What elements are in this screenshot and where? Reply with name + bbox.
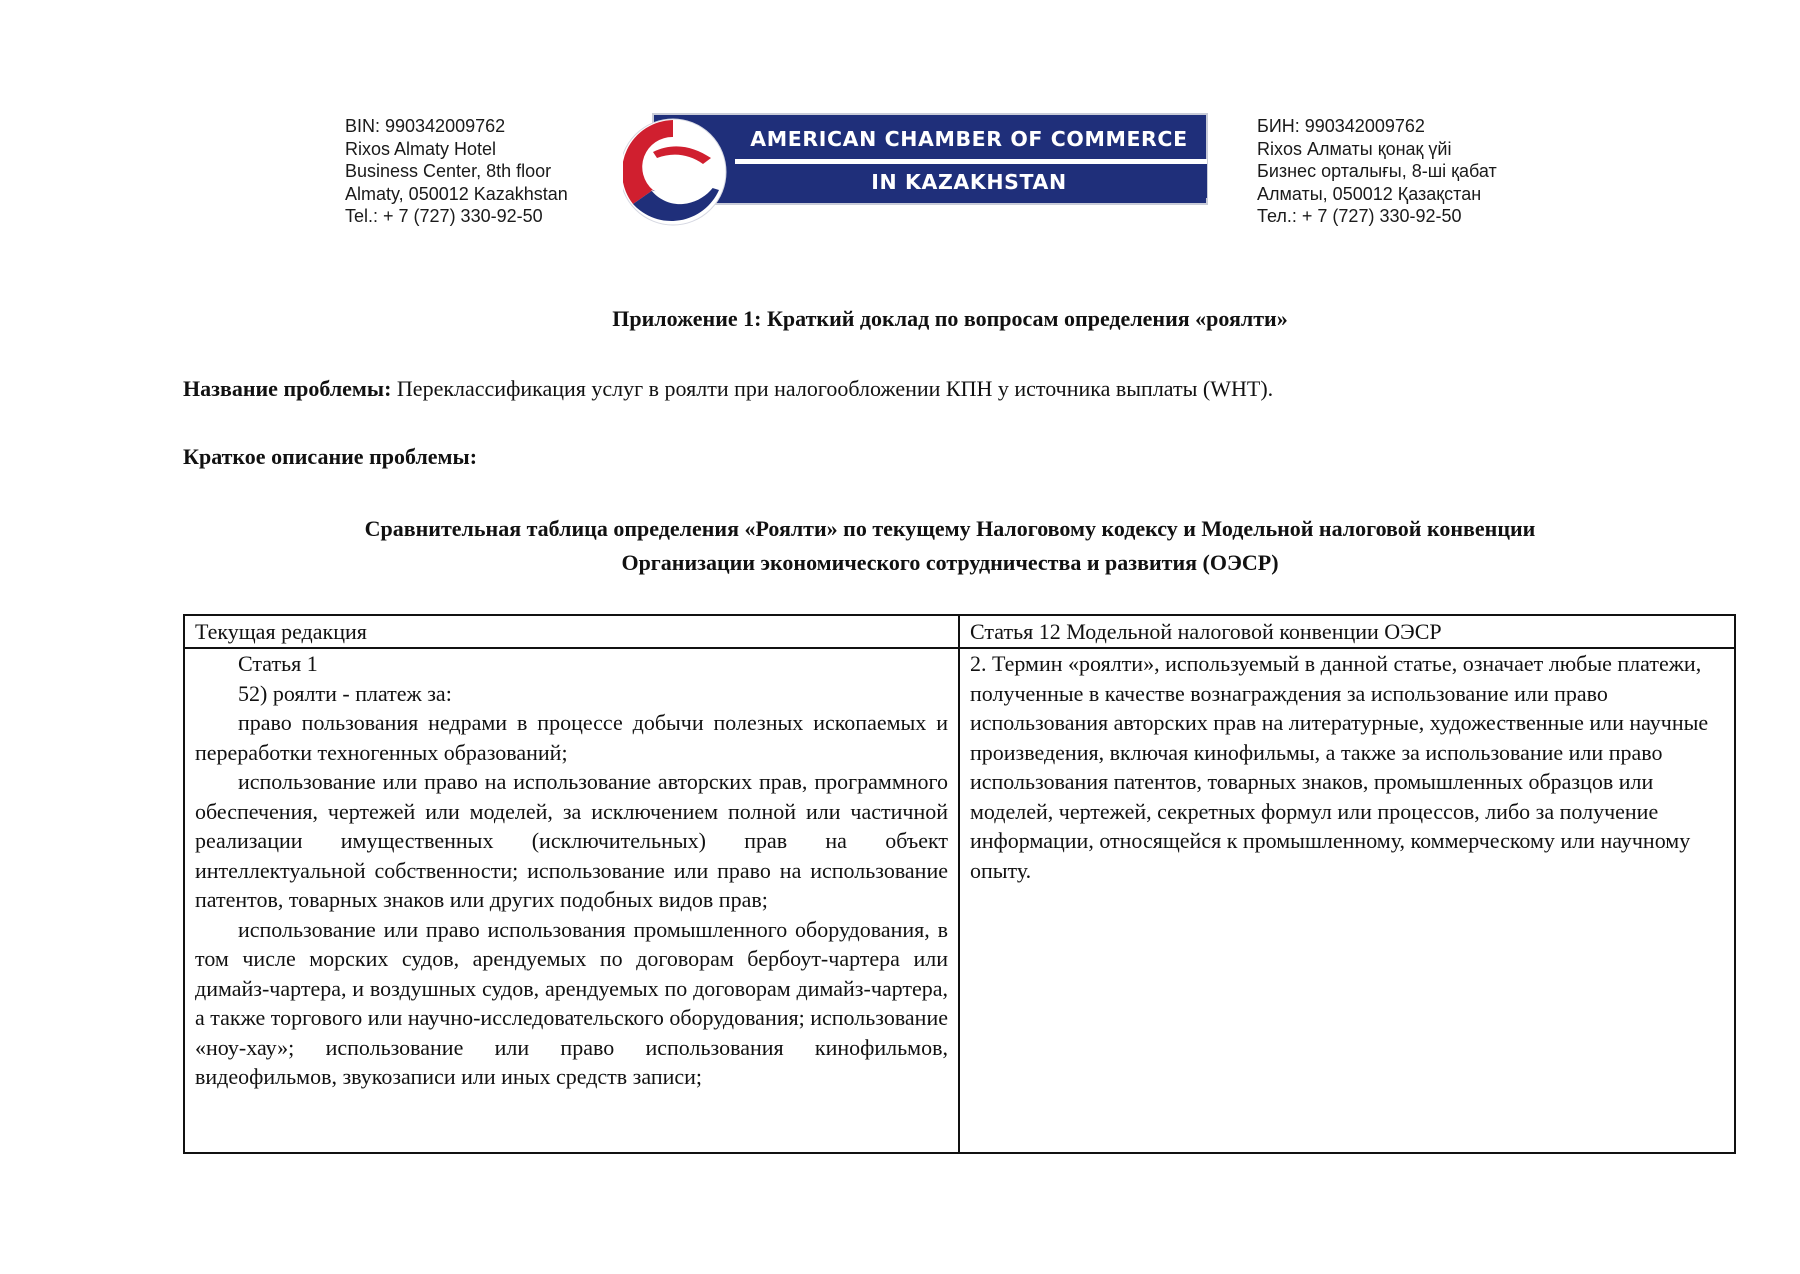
page-title: Приложение 1: Краткий доклад по вопросам определения «роялти» [612,306,1288,331]
bin-line: BIN: 990342009762 [345,116,506,136]
current-edition-cell [184,648,959,1153]
phone-line-kz: Тел.: + 7 (727) 330-92-50 [1257,206,1462,226]
city-line-kz: Алматы, 050012 Қазақстан [1257,183,1482,204]
table-header-row [184,615,1735,648]
oecd-article-cell [959,648,1735,1153]
equipment-use-paragraph: использование или право использования промышленного оборудования, в том числе морских судов, арендуемых по договорам бербоут-чартера или димайз-чартера, и воздушных судов, арендуемых по договорам димайз-чартера, а также торгового или научно-исследовательского оборудования; использование «ноу-хау»; использование или право использования кинофильмов, видеофильмов, звукозаписи или иных средств записи; [195,916,948,1089]
article-heading: Статья 1 [238,651,318,676]
table-title-line2: Организации экономического сотрудничества и развития (ОЭСР) [621,550,1279,575]
royalty-definition-intro: 52) роялти - платеж за: [238,680,452,706]
bin-line-kz: БИН: 990342009762 [1257,116,1425,136]
logo-title-line1: AMERICAN CHAMBER OF COMMERCE [750,127,1188,151]
address-block-english [345,115,568,228]
table-title-line1: Сравнительная таблица определения «Роялти» по текущему Налоговому кодексу и Модельной налоговой конвенции [364,516,1536,541]
problem-statement [183,376,1273,402]
hotel-line: Rixos Almaty Hotel [345,138,497,159]
copyright-use-paragraph: использование или право на использование авторских прав, программного обеспечения, чертежей или моделей, за исключением полной или частичной реализации имущественных (исключительных) прав на объект интеллектуальной собственности; использование или право на использование патентов, товарных знаков или других подобных видов прав; [195,769,948,912]
logo-title-line2: IN KAZAKHSTAN [871,170,1067,194]
address-block-kazakh [1257,115,1497,228]
column-header-current: Текущая редакция [184,615,959,648]
city-line: Almaty, 050012 Kazakhstan [345,183,568,204]
problem-label: Название проблемы: [183,376,392,401]
comparison-table [183,614,1736,1154]
column-header-oecd: Статья 12 Модельной налоговой конвенции ОЭСР [959,615,1735,648]
table-title [180,512,1720,580]
business-center-line: Business Center, 8th floor [345,161,552,181]
phone-line: Tel.: + 7 (727) 330-92-50 [345,206,543,226]
hotel-line-kz: Rixos Алматы қонақ үйі [1257,138,1452,159]
problem-text: Переклассификация услуг в роялти при налогообложении КПН у источника выплаты (WHT). [391,376,1274,401]
amcham-logo [623,112,1208,230]
subsoil-use-paragraph: право пользования недрами в процессе добычи полезных ископаемых и переработки техногенных образований; [195,710,948,765]
short-description-label: Краткое описание проблемы: [183,444,478,469]
oecd-royalty-definition: 2. Термин «роялти», используемый в данной статье, означает любые платежи, полученные в качестве вознаграждения за использование или право использования авторских прав на литературные, художественные или научные произведения, включая кинофильмы, а также за использование или право использования патентов, товарных знаков, промышленных образцов или моделей, чертежей, секретных формул или процессов, либо за получение информации, относящейся к промышленному, коммерческому или научному опыту. [970,651,1709,883]
business-center-line-kz: Бизнес орталығы, 8-ші қабат [1257,161,1497,181]
table-row [184,648,1735,1153]
